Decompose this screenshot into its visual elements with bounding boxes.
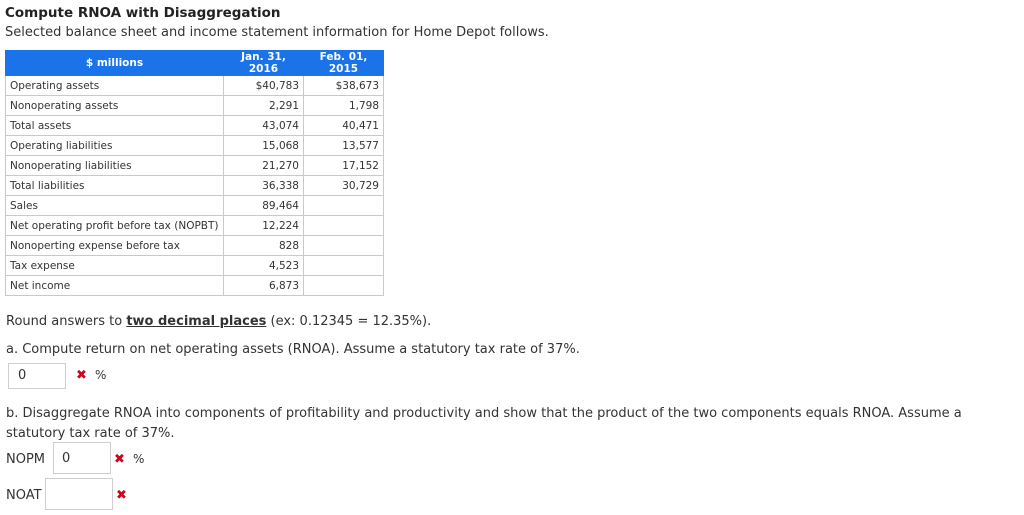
cell-2016: 21,270 <box>224 156 304 176</box>
cell-2015: $38,673 <box>304 76 384 96</box>
cell-2015: 17,152 <box>304 156 384 176</box>
row-label: Nonoperating liabilities <box>6 156 224 176</box>
table-row <box>6 276 384 296</box>
nopm-label: NOPM <box>6 452 46 467</box>
table-row <box>6 236 384 256</box>
x-mark-icon: ✖ <box>76 368 87 383</box>
noat-label: NOAT <box>6 488 42 503</box>
header-jan-2016: Jan. 31, 2016 <box>224 51 304 76</box>
financial-data-table <box>5 50 384 296</box>
cell-2015: 30,729 <box>304 176 384 196</box>
instruction-prefix: Round answers to <box>6 314 127 329</box>
nopm-answer-input[interactable]: 0 <box>53 442 111 474</box>
row-label: Operating assets <box>6 76 224 96</box>
cell-2016: 828 <box>224 236 304 256</box>
cell-2015 <box>304 276 384 296</box>
cell-2016: 43,074 <box>224 116 304 136</box>
table-row <box>6 156 384 176</box>
header-feb-2015: Feb. 01, 2015 <box>304 51 384 76</box>
row-label: Net operating profit before tax (NOPBT) <box>6 216 224 236</box>
page-subtitle: Selected balance sheet and income statement information for Home Depot follows. <box>5 25 549 40</box>
cell-2016: 36,338 <box>224 176 304 196</box>
rnoa-answer-input[interactable]: 0 <box>8 363 66 389</box>
table-row <box>6 176 384 196</box>
row-label: Total liabilities <box>6 176 224 196</box>
table-row <box>6 196 384 216</box>
cell-2015 <box>304 196 384 216</box>
cell-2015: 13,577 <box>304 136 384 156</box>
row-label: Operating liabilities <box>6 136 224 156</box>
percent-unit: % <box>133 452 145 466</box>
cell-2015 <box>304 216 384 236</box>
table-row <box>6 256 384 276</box>
cell-2015 <box>304 236 384 256</box>
instruction-emphasis: two decimal places <box>126 314 267 329</box>
instruction-suffix: (ex: 0.12345 = 12.35%). <box>266 314 432 329</box>
table-row <box>6 136 384 156</box>
row-label: Nonoperating assets <box>6 96 224 116</box>
row-label: Net income <box>6 276 224 296</box>
cell-2016: 89,464 <box>224 196 304 216</box>
table-row <box>6 116 384 136</box>
cell-2016: 2,291 <box>224 96 304 116</box>
cell-2016: 6,873 <box>224 276 304 296</box>
table-row <box>6 96 384 116</box>
cell-2016: 12,224 <box>224 216 304 236</box>
noat-answer-input[interactable] <box>45 478 113 510</box>
row-label: Sales <box>6 196 224 216</box>
cell-2016: 4,523 <box>224 256 304 276</box>
table-row <box>6 76 384 96</box>
question-a-text: a. Compute return on net operating assets (RNOA). Assume a statutory tax rate of 37%. <box>6 342 580 357</box>
cell-2016: $40,783 <box>224 76 304 96</box>
table-header-row <box>6 51 384 76</box>
x-mark-icon: ✖ <box>114 452 125 467</box>
percent-unit: % <box>95 368 107 382</box>
row-label: Total assets <box>6 116 224 136</box>
question-b-text: b. Disaggregate RNOA into components of profitability and productivity and show that the product of the two components equals RNOA. Assume a statutory tax rate of 37%. <box>6 406 962 441</box>
cell-2015: 40,471 <box>304 116 384 136</box>
page-title: Compute RNOA with Disaggregation <box>5 5 281 21</box>
header-millions: $ millions <box>6 51 224 76</box>
cell-2016: 15,068 <box>224 136 304 156</box>
cell-2015 <box>304 256 384 276</box>
x-mark-icon: ✖ <box>116 488 127 503</box>
row-label: Tax expense <box>6 256 224 276</box>
rounding-instruction <box>6 314 431 329</box>
table-row <box>6 216 384 236</box>
row-label: Nonoperting expense before tax <box>6 236 224 256</box>
cell-2015: 1,798 <box>304 96 384 116</box>
